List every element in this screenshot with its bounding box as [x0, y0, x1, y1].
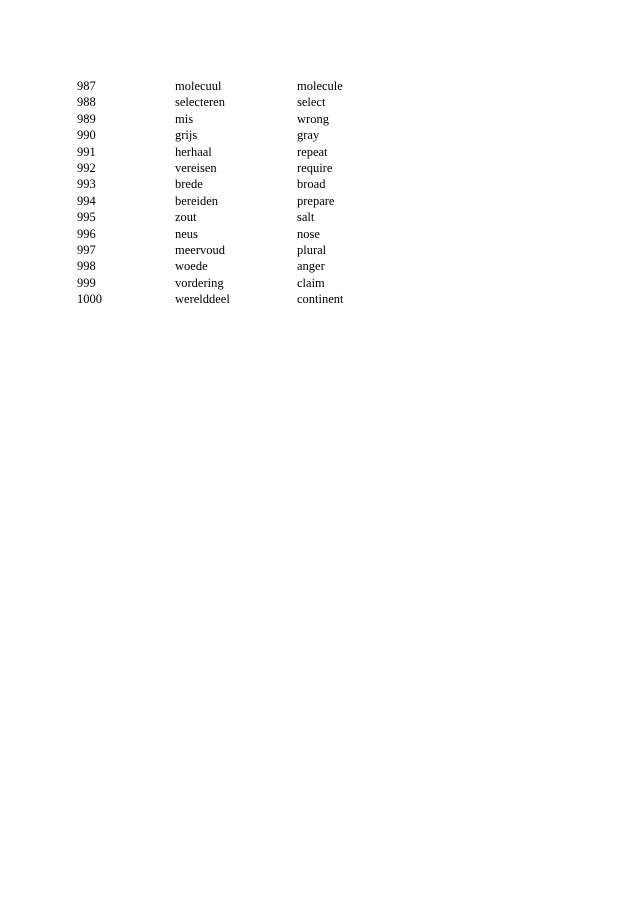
english-word: broad — [297, 177, 326, 192]
dutch-word: mis — [175, 111, 194, 126]
dutch-word: vordering — [175, 275, 224, 290]
table-row — [77, 111, 417, 127]
table-row — [77, 209, 417, 225]
table-row — [77, 144, 417, 160]
table-row — [77, 127, 417, 143]
row-number: 999 — [77, 275, 96, 290]
vocabulary-table-body — [77, 78, 417, 308]
table-row — [77, 160, 417, 176]
english-word: salt — [297, 210, 315, 225]
row-number: 991 — [77, 144, 96, 159]
table-row — [77, 275, 417, 291]
english-word: continent — [297, 292, 344, 307]
english-word: anger — [297, 259, 325, 274]
dutch-word: herhaal — [175, 144, 212, 159]
row-number: 1000 — [77, 292, 102, 307]
table-row — [77, 94, 417, 110]
english-word: repeat — [297, 144, 328, 159]
row-number: 997 — [77, 243, 96, 258]
row-number: 989 — [77, 111, 96, 126]
vocabulary-table — [77, 78, 417, 308]
english-word: select — [297, 95, 326, 110]
table-row — [77, 226, 417, 242]
dutch-word: neus — [175, 226, 198, 241]
dutch-word: zout — [175, 210, 197, 225]
row-number: 987 — [77, 79, 96, 93]
dutch-word: selecteren — [175, 95, 225, 110]
dutch-word: vereisen — [175, 161, 217, 176]
table-row — [77, 193, 417, 209]
dutch-word: meervoud — [175, 243, 225, 258]
english-word: plural — [297, 243, 327, 258]
row-number: 993 — [77, 177, 96, 192]
row-number: 998 — [77, 259, 96, 274]
english-word: nose — [297, 226, 320, 241]
row-number: 990 — [77, 128, 96, 143]
table-row — [77, 258, 417, 274]
table-row — [77, 291, 417, 307]
row-number: 992 — [77, 161, 96, 176]
row-number: 988 — [77, 95, 96, 110]
english-word: gray — [297, 128, 320, 143]
dutch-word: brede — [175, 177, 203, 192]
english-word: require — [297, 161, 333, 176]
row-number: 996 — [77, 226, 96, 241]
dutch-word: bereiden — [175, 193, 219, 208]
english-word: claim — [297, 275, 325, 290]
english-word: wrong — [297, 111, 329, 126]
english-word: molecule — [297, 79, 343, 93]
dutch-word: werelddeel — [175, 292, 230, 307]
dutch-word: woede — [175, 259, 208, 274]
row-number: 995 — [77, 210, 96, 225]
dutch-word: molecuul — [175, 79, 222, 93]
row-number: 994 — [77, 193, 96, 208]
table-row — [77, 176, 417, 192]
english-word: prepare — [297, 193, 335, 208]
table-row — [77, 242, 417, 258]
table-row — [77, 78, 417, 94]
dutch-word: grijs — [175, 128, 198, 143]
